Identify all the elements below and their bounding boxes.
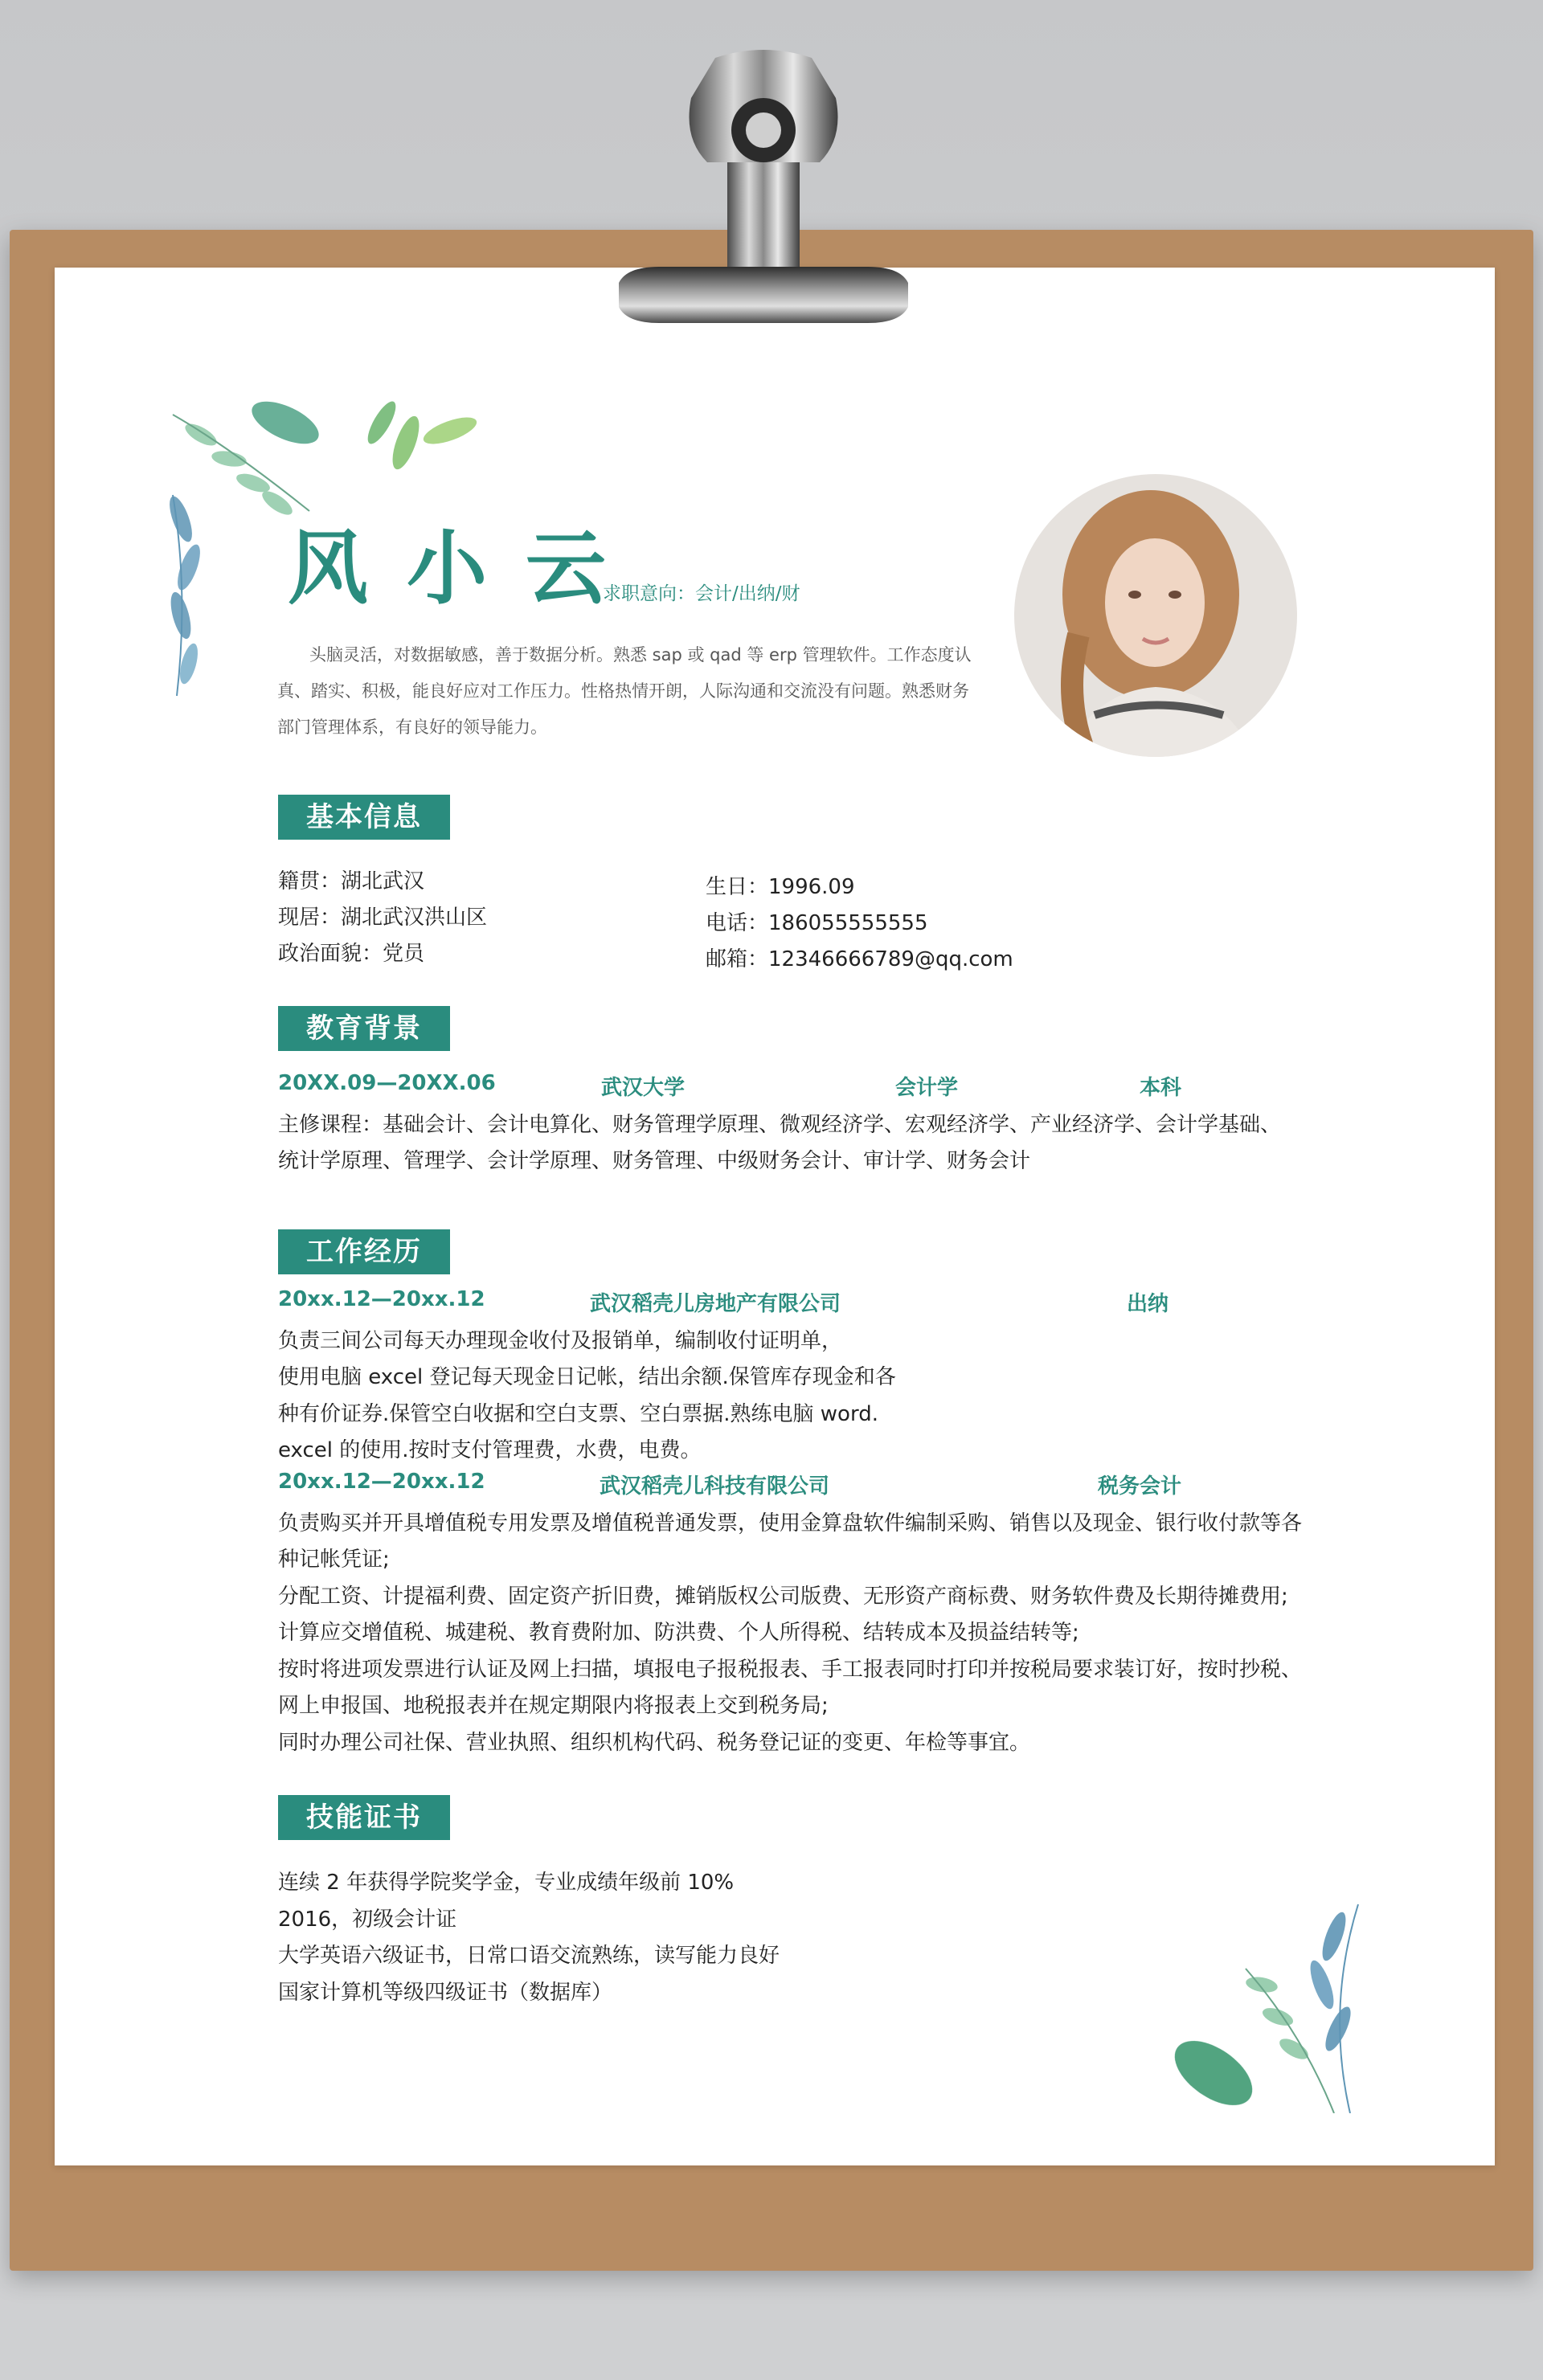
work-2-company: 武汉稻壳儿科技有限公司 [600,1474,830,1499]
self-summary: 头脑灵活，对数据敏感，善于数据分析。熟悉 sap 或 qad 等 erp 管理软件。工作态度认真、踏实、积极，能良好应对工作压力。性格热情开朗，人际沟通和交流没有问题。熟悉财务部门管理体系，有良好的领导能力。 [277,645,972,737]
edu-courses-line-1: 主修课程：基础会计、会计电算化、财务管理学原理、微观经济学、宏观经济学、产业经济学、会计学基础、 [278,1113,1282,1137]
work-1-company: 武汉稻壳儿房地产有限公司 [590,1292,841,1316]
info-political: 政治面貌：党员 [278,942,425,966]
work-1-line-2: 使用电脑 excel 登记每天现金日记帐，结出余额.保管库存现金和各 [278,1365,896,1389]
job-intention: 求职意向：会计/出纳/财 [603,583,800,604]
work-2-line-6: 网上申报国、地税报表并在规定期限内将报表上交到税务局; [278,1694,829,1718]
work-2-line-2: 种记帐凭证; [278,1548,390,1572]
section-skills-heading: 技能证书 [278,1795,450,1840]
candidate-name: 风小云 [288,521,645,615]
section-education-heading: 教育背景 [278,1006,450,1051]
edu-school: 武汉大学 [601,1076,686,1100]
info-residence: 现居：湖北武汉洪山区 [278,906,488,930]
work-2-line-4: 计算应交增值税、城建税、教育费附加、防洪费、个人所得税、结转成本及损益结转等; [278,1621,1079,1645]
info-email: 邮箱：12346666789@qq.com [706,947,1013,971]
edu-courses-line-2: 统计学原理、管理学、会计学原理、财务管理、中级财务会计、审计学、财务会计 [278,1149,1031,1173]
work-2-line-5: 按时将进项发票进行认证及网上扫描，填报电子报税报表、手工报表同时打印并按税局要求装订好，按时抄税、 [278,1658,1303,1682]
work-1-period: 20xx.12—20xx.12 [278,1287,485,1311]
work-2-line-1: 负责购买并开具增值税专用发票及增值税普通发票，使用金算盘软件编制采购、销售以及现金、银行收付款等各 [278,1511,1303,1536]
section-basic-info-heading: 基本信息 [278,795,450,840]
info-origin: 籍贯：湖北武汉 [278,869,425,894]
info-phone: 电话：186055555555 [706,911,928,935]
work-1-line-4: excel 的使用.按时支付管理费，水费，电费。 [278,1438,702,1462]
skill-item-3: 大学英语六级证书，日常口语交流熟练，读写能力良好 [278,1944,780,1968]
edu-period: 20XX.09—20XX.06 [278,1071,496,1095]
leaf-decoration-bottom-right [1165,1888,1374,2113]
work-2-role: 税务会计 [1098,1474,1182,1499]
skill-item-2: 2016，初级会计证 [278,1908,457,1932]
profile-photo [1014,474,1297,757]
work-1-line-3: 种有价证券.保管空白收据和空白支票、空白票据.熟练电脑 word. [278,1402,878,1426]
skill-item-4: 国家计算机等级四级证书（数据库） [278,1981,613,2005]
work-1-role: 出纳 [1127,1292,1169,1316]
edu-major: 会计学 [895,1076,959,1100]
edu-degree: 本科 [1140,1076,1182,1100]
work-1-line-1: 负责三间公司每天办理现金收付及报销单，编制收付证明单， [278,1329,843,1353]
work-2-line-7: 同时办理公司社保、营业执照、组织机构代码、税务登记证的变更、年检等事宜。 [278,1731,1031,1755]
info-birthday: 生日：1996.09 [706,875,855,899]
work-2-line-3: 分配工资、计提福利费、固定资产折旧费，摊销版权公司版费、无形资产商标费、财务软件费及长期待摊费用; [278,1585,1288,1609]
binder-clip [579,50,948,355]
section-work-heading: 工作经历 [278,1229,450,1274]
work-2-period: 20xx.12—20xx.12 [278,1470,485,1494]
skill-item-1: 连续 2 年获得学院奖学金，专业成绩年级前 10% [278,1871,735,1895]
